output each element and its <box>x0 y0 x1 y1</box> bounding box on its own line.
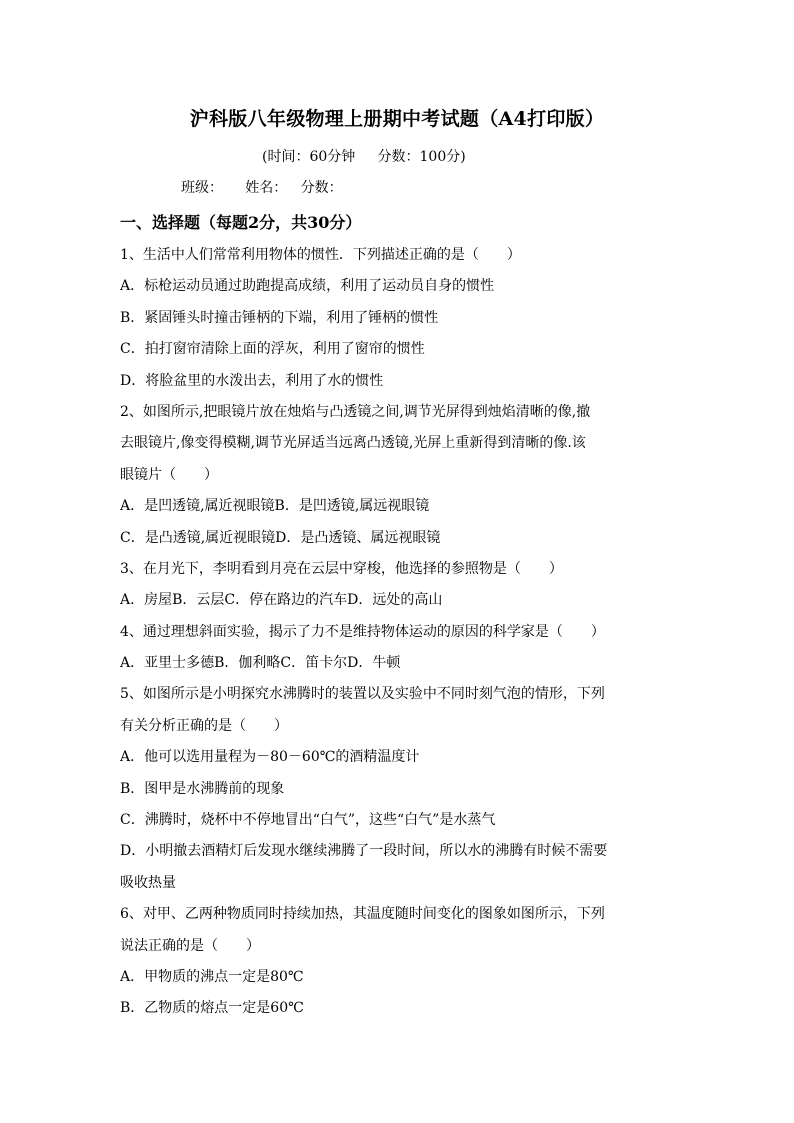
option-line: B．乙物质的熔点一定是60℃ <box>120 1000 304 1017</box>
option-line: C．沸腾时，烧杯中不停地冒出“白气”，这些“白气”是水蒸气 <box>120 812 496 829</box>
exam-time-score: (时间：60分钟 分数：100分) <box>262 149 466 165</box>
option-line: C．是凸透镜,属近视眼镜D．是凸透镜、属远视眼镜 <box>120 529 441 546</box>
option-line: C．拍打窗帘清除上面的浮灰，利用了窗帘的惯性 <box>120 341 425 358</box>
option-line: D．小明撤去酒精灯后发现水继续沸腾了一段时间，所以水的沸腾有时候不需要 <box>120 843 608 860</box>
question-line: 1、生活中人们常常利用物体的惯性．下列描述正确的是（ ） <box>120 247 521 263</box>
option-line: A．甲物质的沸点一定是80℃ <box>120 968 304 985</box>
option-line: A．是凹透镜,属近视眼镜B．是凹透镜,属远视眼镜 <box>120 498 430 515</box>
question-line: 有关分析正确的是（ ） <box>120 717 288 734</box>
option-line: A．标枪运动员通过助跑提高成绩，利用了运动员自身的惯性 <box>120 278 495 295</box>
option-line: B．图甲是水沸腾前的现象 <box>120 780 285 797</box>
question-line: 4、通过理想斜面实验，揭示了力不是维持物体运动的原因的科学家是（ ） <box>120 623 605 640</box>
question-line: 3、在月光下，李明看到月亮在云层中穿梭，他选择的参照物是（ ） <box>120 560 563 577</box>
student-info-line: 班级： 姓名： 分数： <box>181 180 343 196</box>
option-line: A．房屋B．云层C．停在路边的汽车D．远处的高山 <box>120 592 443 609</box>
question-line: 眼镜片（ ） <box>120 466 218 483</box>
option-line: B．紧固锤头时撞击锤柄的下端，利用了锤柄的惯性 <box>120 309 439 326</box>
question-line: 6、对甲、乙两种物质同时持续加热，其温度随时间变化的图象如图所示，下列 <box>120 906 605 923</box>
option-line: A．亚里士多德B．伽利略C．笛卡尔D．牛顿 <box>120 655 401 672</box>
question-list <box>120 240 680 1025</box>
question-line: 5、如图所示是小明探究水沸腾时的装置以及实验中不同时刻气泡的情形，下列 <box>120 686 605 703</box>
option-line: A．他可以选用量程为－80－60℃的酒精温度计 <box>120 749 420 766</box>
question-line: 2、如图所示,把眼镜片放在烛焰与凸透镜之间,调节光屏得到烛焰清晰的像,撤 <box>120 403 591 420</box>
question-line: 说法正确的是（ ） <box>120 937 260 954</box>
option-line: 吸收热量 <box>120 874 176 891</box>
option-line: D．将脸盆里的水泼出去，利用了水的惯性 <box>120 372 384 389</box>
question-line: 去眼镜片,像变得模糊,调节光屏适当远离凸透镜,光屏上重新得到清晰的像.该 <box>120 435 586 452</box>
section-heading: 一、选择题（每题2分，共30分） <box>120 213 362 232</box>
page-title: 沪科版八年级物理上册期中考试题（A4打印版） <box>189 108 605 130</box>
